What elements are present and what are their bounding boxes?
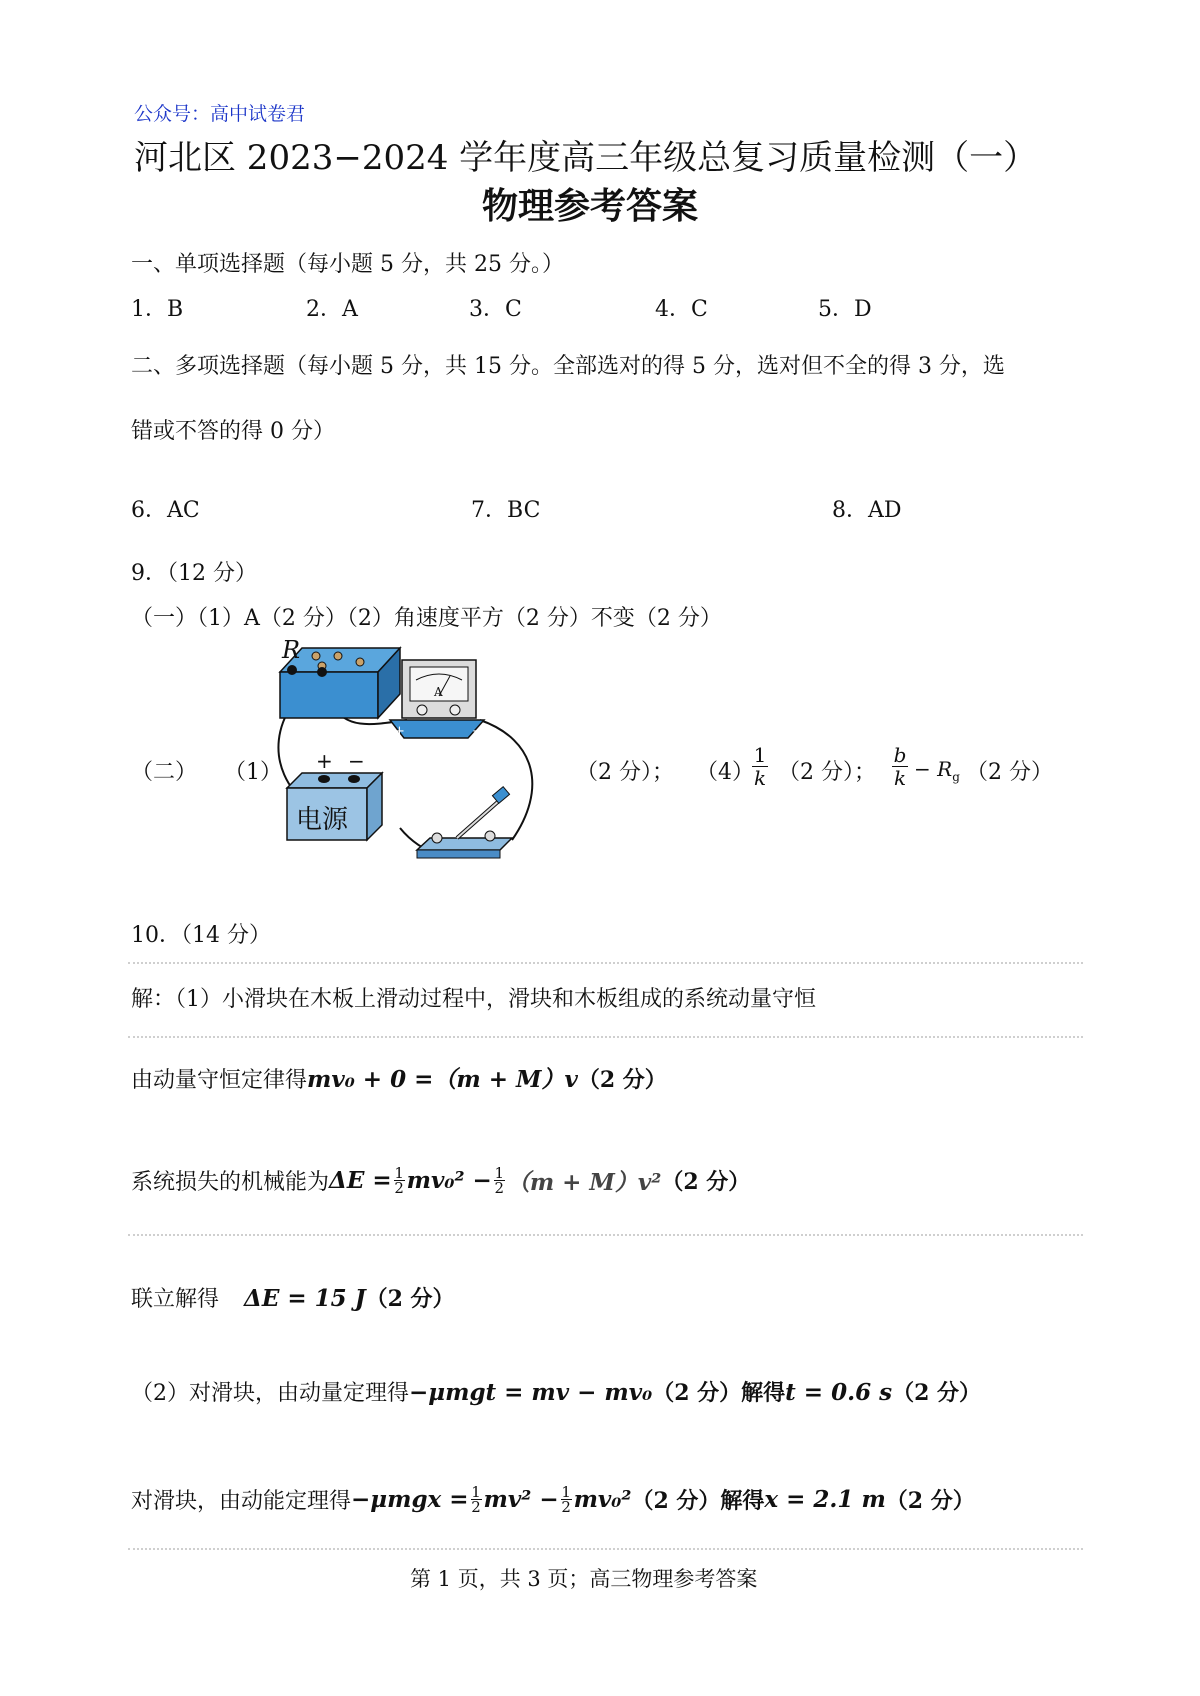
work-energy-term2: mv₀²	[573, 1486, 632, 1513]
fraction-denominator: k	[753, 766, 767, 790]
q10-line6-score: （2 分）解得	[631, 1488, 765, 1514]
wire-ammeter-to-switch	[480, 720, 532, 840]
section1-heading: 一、单项选择题（每小题 5 分，共 25 分。）	[131, 252, 564, 277]
section2-heading-line1: 二、多项选择题（每小题 5 分，共 15 分。全部选对的得 5 分，选对但不全的得 3 分，选	[131, 354, 1005, 379]
page-subtitle: 物理参考答案	[482, 185, 699, 227]
q10-line3-score: （2 分）	[661, 1169, 751, 1195]
answer-4: 4．C	[655, 297, 708, 322]
rg-subscript: g	[952, 770, 960, 784]
q9-part2-sub1: （1）	[224, 760, 282, 785]
half-num: 1	[561, 1483, 571, 1501]
work-energy-lhs: −μmgx =	[351, 1486, 469, 1513]
half-den: 2	[561, 1498, 571, 1516]
half-num: 1	[494, 1164, 505, 1182]
fraction-b-over-k	[892, 744, 908, 789]
half-num: 1	[471, 1483, 481, 1501]
q10-line4	[131, 1282, 455, 1313]
q10-line5-score2: （2 分）	[892, 1380, 982, 1406]
ammeter-label: A	[434, 685, 443, 699]
half-fraction	[561, 1485, 572, 1514]
q9-part2-score: （2 分）；	[576, 760, 674, 785]
answer-6: 6．AC	[131, 498, 200, 523]
section2-heading-line2: 错或不答的得 0 分）	[131, 419, 335, 444]
distance-result: x = 2.1 m	[764, 1486, 886, 1513]
answer-8: 8．AD	[832, 498, 902, 523]
half-den: 2	[471, 1498, 481, 1516]
q10-line6-score2: （2 分）	[885, 1488, 975, 1514]
half-den: 2	[394, 1179, 404, 1197]
half-den: 2	[494, 1179, 505, 1197]
answer-1: 1．B	[131, 297, 184, 322]
circuit-diagram	[272, 640, 572, 890]
q9-part2-label: （二）	[131, 760, 198, 785]
q10-line4-text: 联立解得	[131, 1287, 220, 1312]
impulse-equation: −μmgt = mv − mv₀	[409, 1379, 653, 1406]
switch	[417, 787, 512, 858]
q9-part1: （一）（1）A（2 分）（2）角速度平方（2 分）不变（2 分）	[131, 606, 722, 631]
resistor-label: R	[282, 640, 301, 664]
time-result: t = 0.6 s	[785, 1379, 893, 1406]
q10-line2	[131, 1061, 667, 1094]
q10-line6-text: 对滑块，由动能定理得	[131, 1489, 352, 1514]
q9-score-b: （2 分）	[966, 760, 1053, 785]
half-fraction	[394, 1166, 405, 1195]
answer-2: 2．A	[306, 297, 358, 322]
ammeter-plus: +	[394, 724, 405, 739]
half-fraction	[494, 1166, 505, 1195]
q10-line5-score: （2 分）解得	[652, 1380, 786, 1406]
q10-line1: 解：（1）小滑块在木板上滑动过程中，滑块和木板组成的系统动量守恒	[131, 987, 816, 1012]
half-num: 1	[394, 1164, 404, 1182]
fraction-numerator: b	[893, 743, 907, 767]
divider	[128, 962, 1083, 964]
page-footer: 第 1 页，共 3 页；高三物理参考答案	[410, 1567, 758, 1591]
q9-heading: 9．（12 分）	[131, 561, 257, 586]
half-fraction	[471, 1485, 482, 1514]
energy-result: ΔE = 15 J	[244, 1285, 366, 1312]
fraction-numerator: 1	[753, 743, 767, 767]
battery-plus: +	[316, 749, 333, 773]
answer-5: 5．D	[818, 297, 872, 322]
q10-heading: 10．（14 分）	[131, 923, 271, 948]
momentum-equation: mv₀ + 0 =（m + M）v	[307, 1066, 578, 1093]
divider	[128, 1036, 1083, 1038]
q10-line5-text: （2）对滑块，由动量定理得	[131, 1381, 409, 1406]
page-title: 河北区 2023−2024 学年度高三年级总复习质量检测（一）	[134, 138, 1038, 178]
work-energy-term1: mv² −	[483, 1486, 559, 1513]
battery-minus: −	[348, 749, 365, 773]
answer-3: 3．C	[469, 297, 522, 322]
fraction-1-over-k	[752, 744, 768, 789]
ammeter-minus: −	[472, 724, 483, 739]
q10-line3	[131, 1164, 750, 1197]
q9-part2-sub4: （4）	[696, 760, 754, 785]
divider	[128, 1234, 1083, 1236]
q10-line2-score: （2 分）	[577, 1067, 667, 1093]
q10-line6	[131, 1484, 975, 1515]
q10-line2-text: 由动量守恒定律得	[131, 1068, 308, 1093]
q10-line3-text: 系统损失的机械能为	[131, 1170, 330, 1195]
power-label: 电源	[296, 805, 349, 835]
wechat-label: 公众号：高中试卷君	[134, 103, 306, 125]
energy-loss-term2: （m + M）v²	[506, 1169, 662, 1196]
energy-loss-lhs: ΔE =	[329, 1167, 392, 1194]
fraction-denominator: k	[893, 766, 907, 790]
q9-score-a: （2 分）；	[778, 760, 876, 785]
divider	[128, 1548, 1083, 1550]
rg-symbol: − R	[914, 757, 953, 781]
energy-loss-term1: mv₀² −	[406, 1167, 492, 1194]
answer-7: 7．BC	[471, 498, 541, 523]
q10-line4-score: （2 分）	[365, 1286, 455, 1312]
q10-line5	[131, 1376, 981, 1407]
minus-rg	[914, 757, 960, 784]
